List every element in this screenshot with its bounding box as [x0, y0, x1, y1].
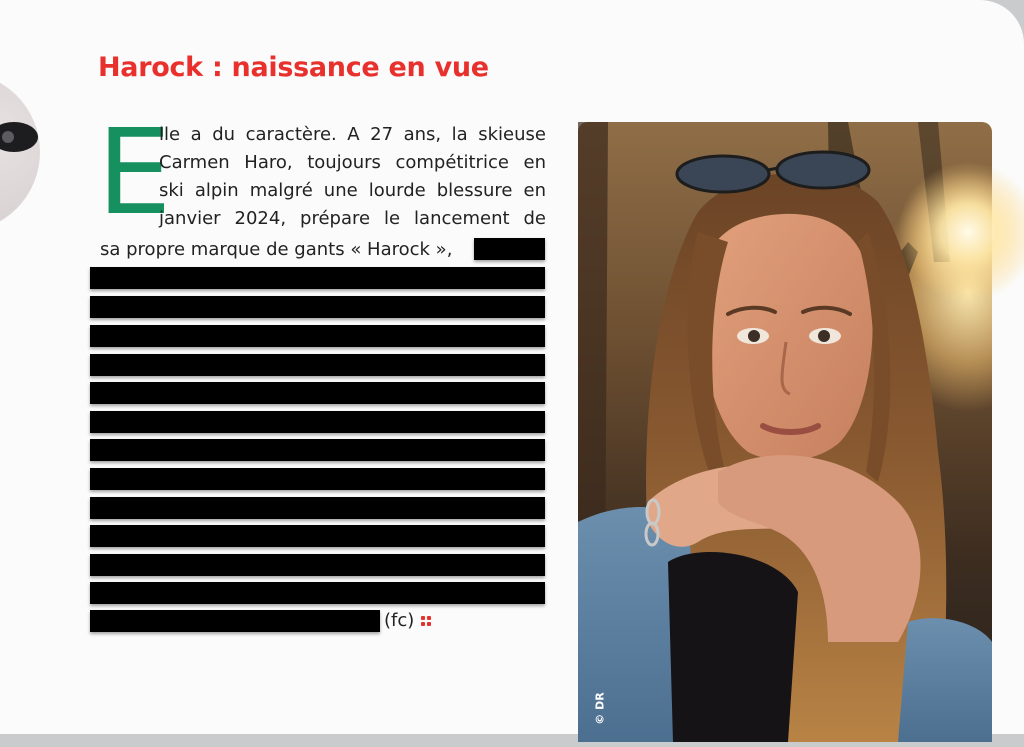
body-line-4: janvier 2024, prépare le lancement de	[159, 208, 546, 229]
body-line-3: ski alpin malgré une lourde blessure en	[159, 180, 546, 201]
redaction-bar	[90, 296, 545, 318]
body-line-2: Carmen Haro, toujours compétitrice en	[159, 152, 546, 173]
author-initials: (fc)	[384, 610, 415, 631]
redaction-bar	[90, 354, 545, 376]
redaction-bar	[90, 554, 545, 576]
body-line-1: lle a du caractère. A 27 ans, la skieuse	[159, 124, 546, 145]
eye-detail	[0, 122, 38, 152]
photo-credit-wrapper	[594, 690, 614, 730]
redaction-bar	[474, 238, 545, 260]
portrait-photo	[578, 122, 992, 742]
drop-cap: E	[97, 103, 172, 241]
redaction-bar	[90, 525, 545, 547]
redaction-bar	[90, 497, 545, 519]
end-of-article-mark	[421, 616, 431, 626]
redaction-bar	[90, 468, 545, 490]
redaction-bar	[90, 610, 380, 632]
redaction-bar	[90, 382, 545, 404]
portrait-illustration	[578, 122, 992, 742]
photo-credit: © DR	[593, 692, 607, 725]
body-line-5: sa propre marque de gants « Harock »,	[100, 239, 453, 260]
redaction-bar	[90, 582, 545, 604]
redaction-bar	[90, 411, 545, 433]
redaction-bar	[90, 267, 545, 289]
redaction-bar	[90, 439, 545, 461]
partial-portrait-thumbnail	[0, 72, 40, 232]
redaction-bar	[90, 325, 545, 347]
article-headline: Harock : naissance en vue	[98, 52, 489, 83]
